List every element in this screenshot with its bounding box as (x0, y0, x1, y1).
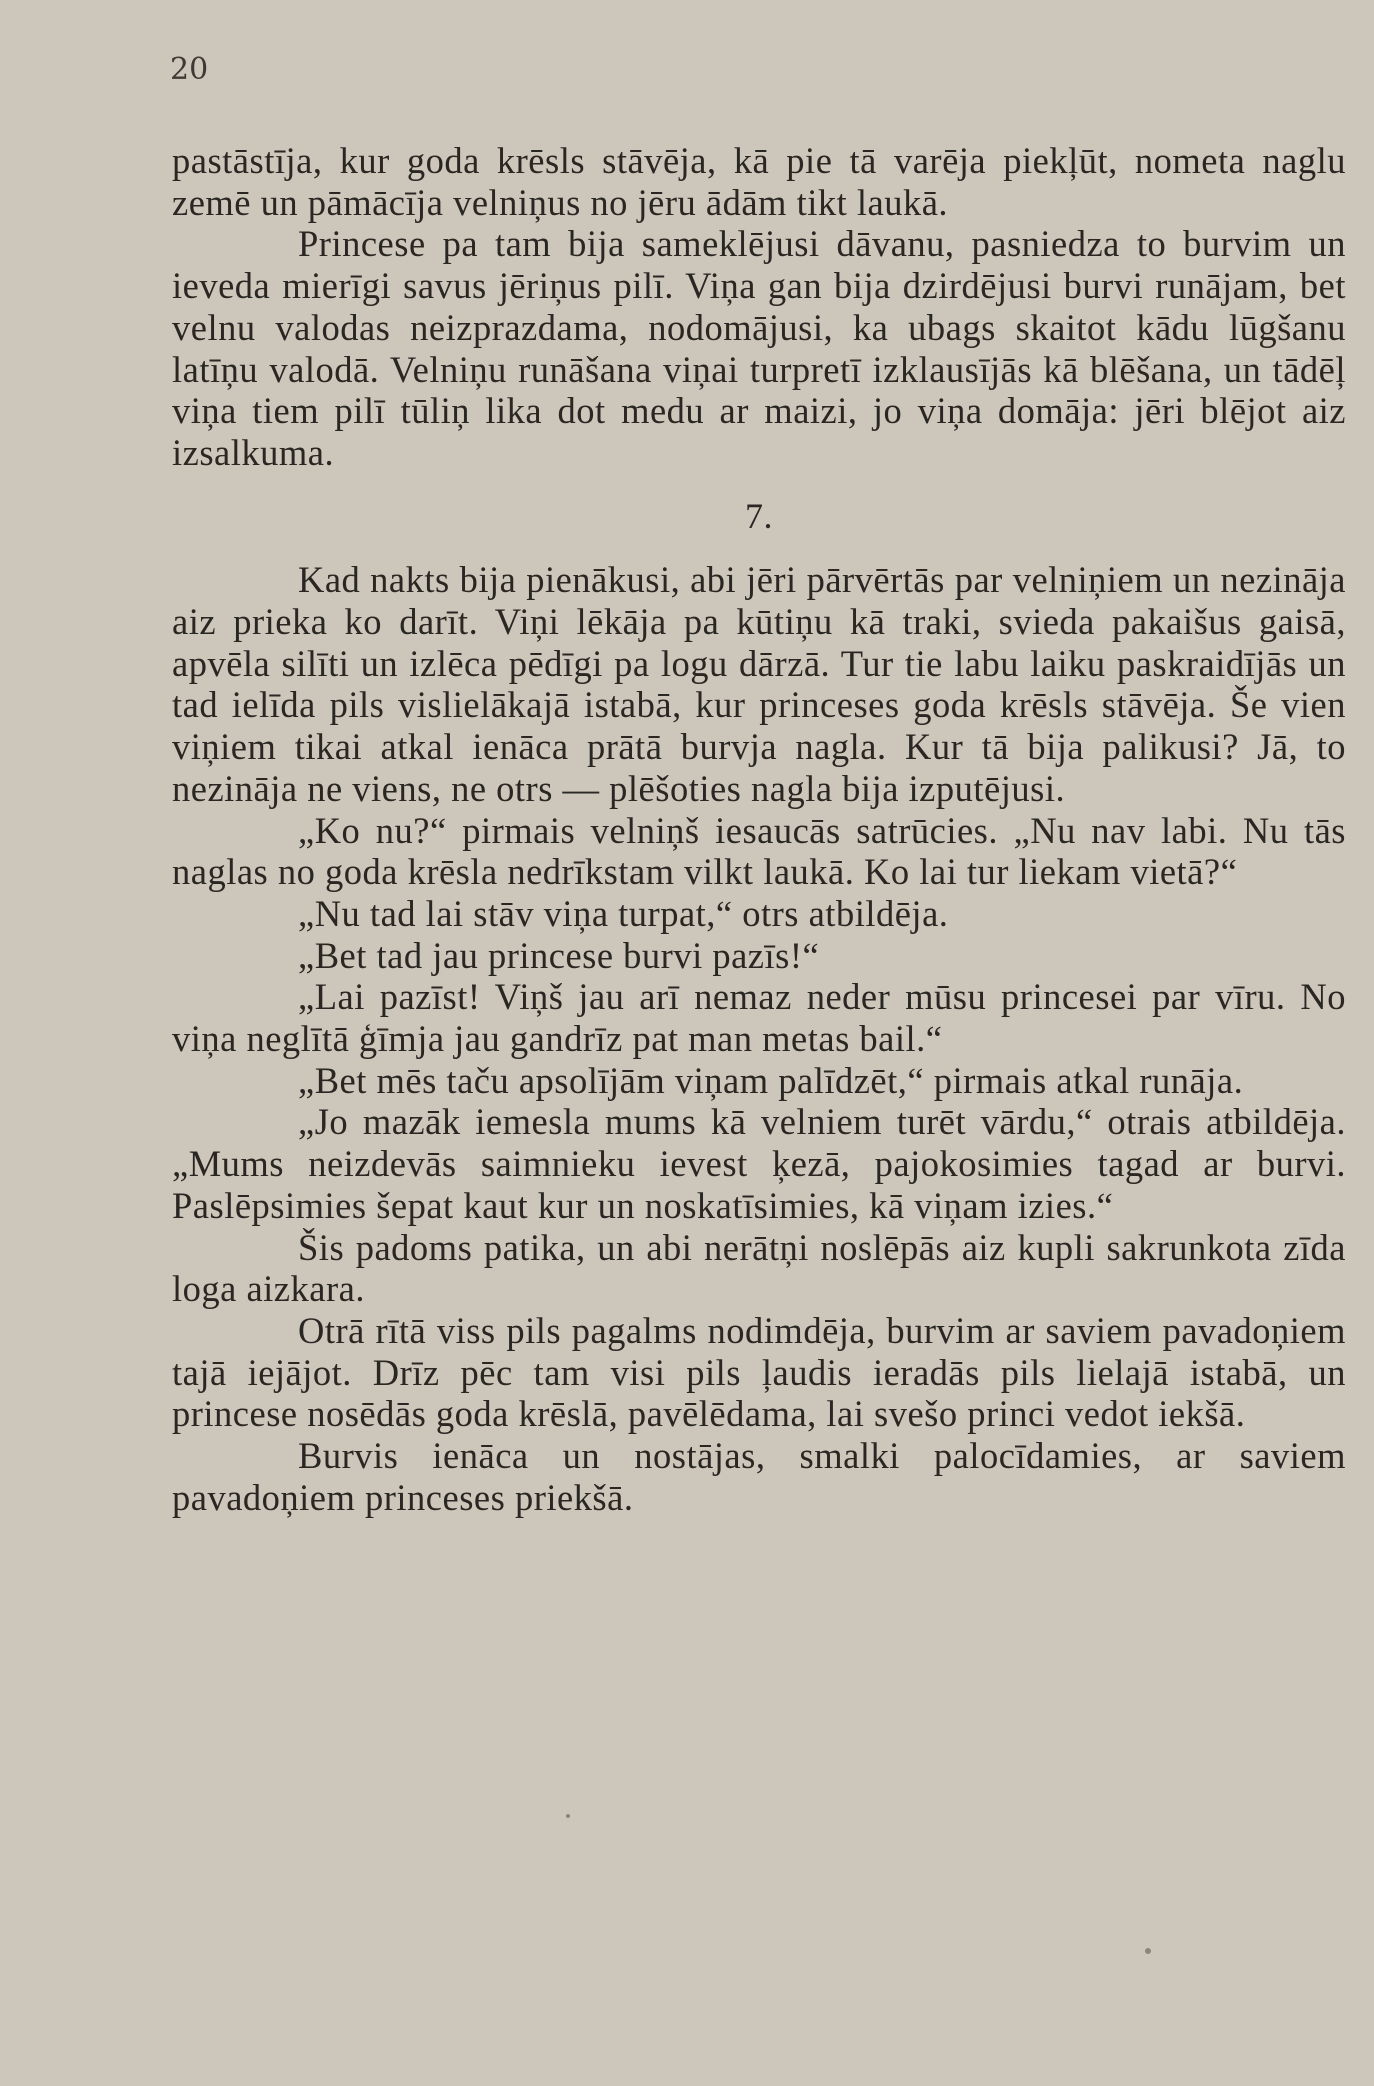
paper-speck (566, 1814, 570, 1818)
paragraph: Otrā rītā viss pils pagalms nodimdēja, burvim ar saviem pavadoņiem tajā iejājot. Drīz pēc tam visi pils ļaudis ieradās pils lielajā istabā, un princese nosēdās goda krēslā, pavēlēdama, lai svešo princi vedot iekšā. (172, 1309, 1346, 1435)
paragraph: pastāstīja, kur goda krēsls stāvēja, kā pie tā varēja piekļūt, nometa naglu zemē un pāmācīja velniņus no jēru ādām tikt laukā. (172, 140, 1346, 223)
paragraph: „Bet tad jau princese burvi pazīs!“ (298, 934, 820, 976)
paragraph: „Lai pazīst! Viņš jau arī nemaz neder mūsu princesei par vīru. No viņa neglītā ģīmja jau gandrīz pat man metas bail.“ (172, 976, 1346, 1060)
paragraph: Burvis ienāca un nostājas, smalki palocīdamies, ar saviem pavadoņiem princeses priekšā. (172, 1435, 1346, 1518)
paragraph: Princese pa tam bija sameklējusi dāvanu, pasniedza to burvim un ieveda mierīgi savus jēriņus pilī. Viņa gan bija dzirdējusi burvi runājam, bet velnu valodas neizprazdama, nodomājusi, ka ubags skaitot kādu lūgšanu latīņu valodā. Velniņu runāšana viņai turpretī izklausījās kā blēšana, un tādēļ viņa tiem pilī tūliņ lika dot medu ar maizi, jo viņa domāja: jēri blējot aiz izsalkuma. (172, 223, 1346, 473)
paragraph: „Jo mazāk iemesla mums kā velniem turēt vārdu,“ otrais atbildēja. „Mums neizdevās saimnieku ievest ķezā, pajokosimies tagad ar burvi. Paslēpsimies šepat kaut kur un noskatīsimies, kā viņam izies.“ (172, 1101, 1346, 1226)
paragraph: „Nu tad lai stāv viņa turpat,“ otrs atbildēja. (298, 892, 949, 934)
chapter-heading: 7. (745, 495, 773, 536)
paper-speck (1145, 1948, 1151, 1954)
paragraph: „Bet mēs taču apsolījām viņam palīdzēt,“ pirmais atkal runāja. (298, 1059, 1244, 1101)
paragraph: „Ko nu?“ pirmais velniņš iesaucās satrūcies. „Nu nav labi. Nu tās naglas no goda krēsla nedrīkstam vilkt laukā. Ko lai tur liekam vietā?“ (172, 809, 1346, 893)
paragraph: Šis padoms patika, un abi nerātņi noslēpās aiz kupli sakrunkota zīda loga aizkara. (172, 1226, 1346, 1310)
body-text (172, 140, 1346, 1519)
paragraph: Kad nakts bija pienākusi, abi jēri pārvērtās par velniņiem un nezināja aiz prieka ko darīt. Viņi lēkāja pa kūtiņu kā traki, svieda pakaišus gaisā, apvēla silīti un izlēca pēdīgi pa logu dārzā. Tur tie labu laiku paskraidījās un tad ielīda pils vislielākajā istabā, kur princeses goda krēsls stāvēja. Še vien viņiem tikai atkal ienāca prātā burvja nagla. Kur tā bija palikusi? Jā, to nezināja ne viens, ne otrs — plēšoties nagla bija izputējusi. (172, 559, 1346, 809)
page-number: 20 (170, 52, 209, 87)
